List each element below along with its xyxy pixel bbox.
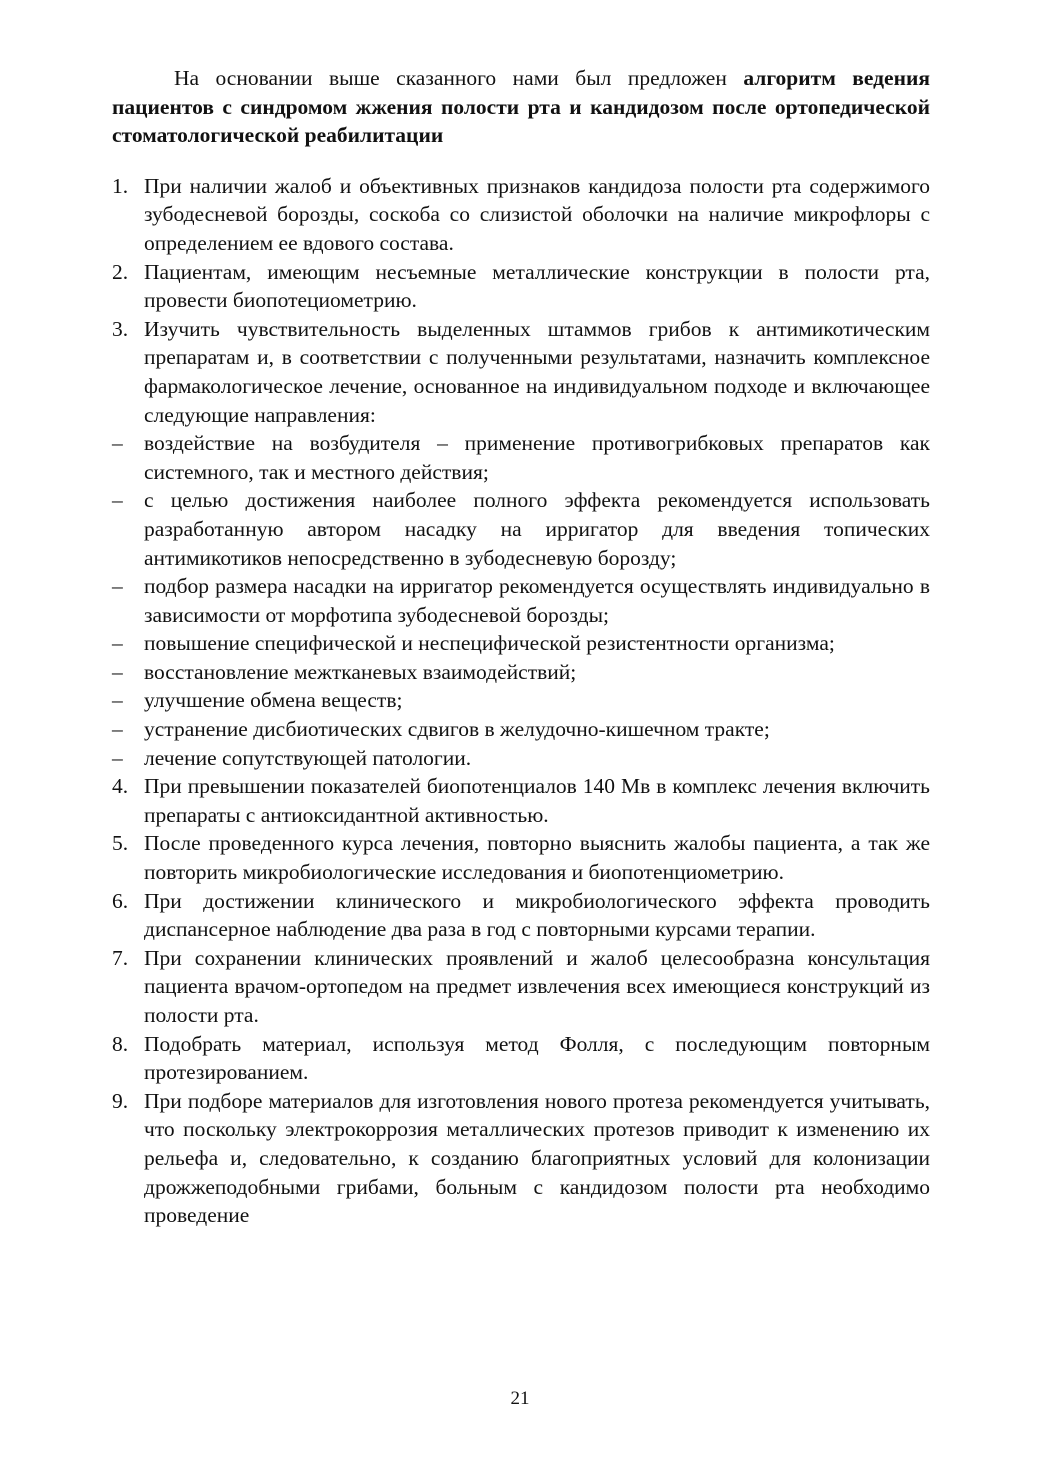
list-marker: 8.: [112, 1031, 129, 1056]
dash-marker: –: [112, 717, 123, 742]
list-item-2: [112, 258, 930, 315]
list-item-text: с целью достижения наиболее полного эффекта рекомендуется использовать разработанную автором насадку на ирригатор для введения топических антимикотиков непосредственно в зубодесневую борозду;: [144, 488, 930, 570]
list-item-text: восстановление межтканевых взаимодействий;: [144, 659, 577, 684]
dash-marker: –: [112, 488, 123, 513]
list-marker: 6.: [112, 888, 129, 913]
dash-marker: –: [112, 659, 123, 684]
sub-item-nozzle-size: [112, 572, 930, 629]
page-content: [112, 64, 930, 1230]
dash-marker: –: [112, 745, 123, 770]
list-item-text: Изучить чувствительность выделенных штаммов грибов к антимикотическим препаратам и, в соответствии с полученными результатами, назначить комплексное фармакологическое лечение, основанное на индивидуальном подходе и включающее следующие направления:: [144, 316, 930, 427]
list-marker: 4.: [112, 774, 129, 799]
list-marker: 9.: [112, 1088, 129, 1113]
algorithm-title: алгоритм ведения пациентов с синдромом жжения полости рта и кандидозом после ортопедической стоматологической реабилитации: [112, 66, 930, 148]
sub-item-pathogen: [112, 429, 930, 486]
list-item-text: воздействие на возбудителя – применение противогрибковых препаратов как системного, так и местного действия;: [144, 431, 930, 484]
sub-item-resistance: [112, 629, 930, 658]
list-item-text: повышение специфической и неспецифической резистентности организма;: [144, 631, 835, 656]
list-item-3: [112, 315, 930, 429]
list-item-text: Пациентам, имеющим несъемные металлические конструкции в полости рта, провести биопотециометрию.: [144, 259, 930, 313]
intro-text: На основании выше сказанного нами был предложен: [174, 66, 744, 90]
sub-item-dysbiosis: [112, 715, 930, 744]
list-item-text: При превышении показателей биопотенциалов 140 Мв в комплекс лечения включить препараты с антиоксидантной активностью.: [144, 774, 930, 827]
list-marker: 1.: [112, 173, 129, 198]
list-item-text: Подобрать материал, используя метод Фолля, с последующим повторным протезированием.: [144, 1031, 930, 1085]
list-item-9: [112, 1087, 930, 1230]
list-item-1: [112, 172, 930, 258]
sub-item-metabolism: [112, 686, 930, 715]
list-item-text: устранение дисбиотических сдвигов в желудочно-кишечном тракте;: [144, 717, 770, 742]
list-item-4: [112, 772, 930, 829]
dash-marker: –: [112, 631, 123, 656]
dash-marker: –: [112, 574, 123, 599]
dash-marker: –: [112, 431, 123, 456]
list-item-8: [112, 1030, 930, 1087]
sub-item-comorbidity: [112, 744, 930, 773]
sub-item-tissue: [112, 658, 930, 687]
list-item-text: При сохранении клинических проявлений и жалоб целесообразна консультация пациента врачом-ортопедом на предмет извлечения всех имеющиеся конструкций из полости рта.: [144, 945, 930, 1027]
list-item-text: подбор размера насадки на ирригатор рекомендуется осуществлять индивидуально в зависимости от морфотипа зубодесневой борозды;: [144, 574, 930, 627]
list-item-text: При наличии жалоб и объективных признаков кандидоза полости рта содержимого зубодесневой борозды, соскоба со слизистой оболочки на наличие микрофлоры с определением ее вдового состава.: [144, 173, 930, 255]
page-number: 21: [510, 1388, 530, 1409]
list-marker: 5.: [112, 831, 129, 856]
list-marker: 7.: [112, 945, 129, 970]
intro-paragraph: [112, 64, 930, 150]
list-item-text: После проведенного курса лечения, повторно выяснить жалобы пациента, а так же повторить микробиологические исследования и биопотенциометрию.: [144, 831, 930, 885]
dash-marker: –: [112, 688, 123, 713]
list-item-6: [112, 887, 930, 944]
sub-item-irrigator: [112, 486, 930, 572]
list-item-7: [112, 944, 930, 1030]
list-marker: 2.: [112, 259, 129, 284]
list-item-text: лечение сопутствующей патологии.: [144, 745, 472, 770]
list-item-text: При подборе материалов для изготовления нового протеза рекомендуется учитывать, что поскольку электрокоррозия металлических протезов приводит к изменению их рельефа и, следовательно, к созданию благоприятных условий для колонизации дрожжеподобными грибами, больным с кандидозом полости рта необходимо проведение: [144, 1088, 930, 1228]
list-marker: 3.: [112, 316, 129, 341]
list-item-5: [112, 829, 930, 886]
list-item-text: улучшение обмена веществ;: [144, 688, 403, 713]
list-item-text: При достижении клинического и микробиологического эффекта проводить диспансерное наблюдение два раза в год с повторными курсами терапии.: [144, 888, 930, 942]
